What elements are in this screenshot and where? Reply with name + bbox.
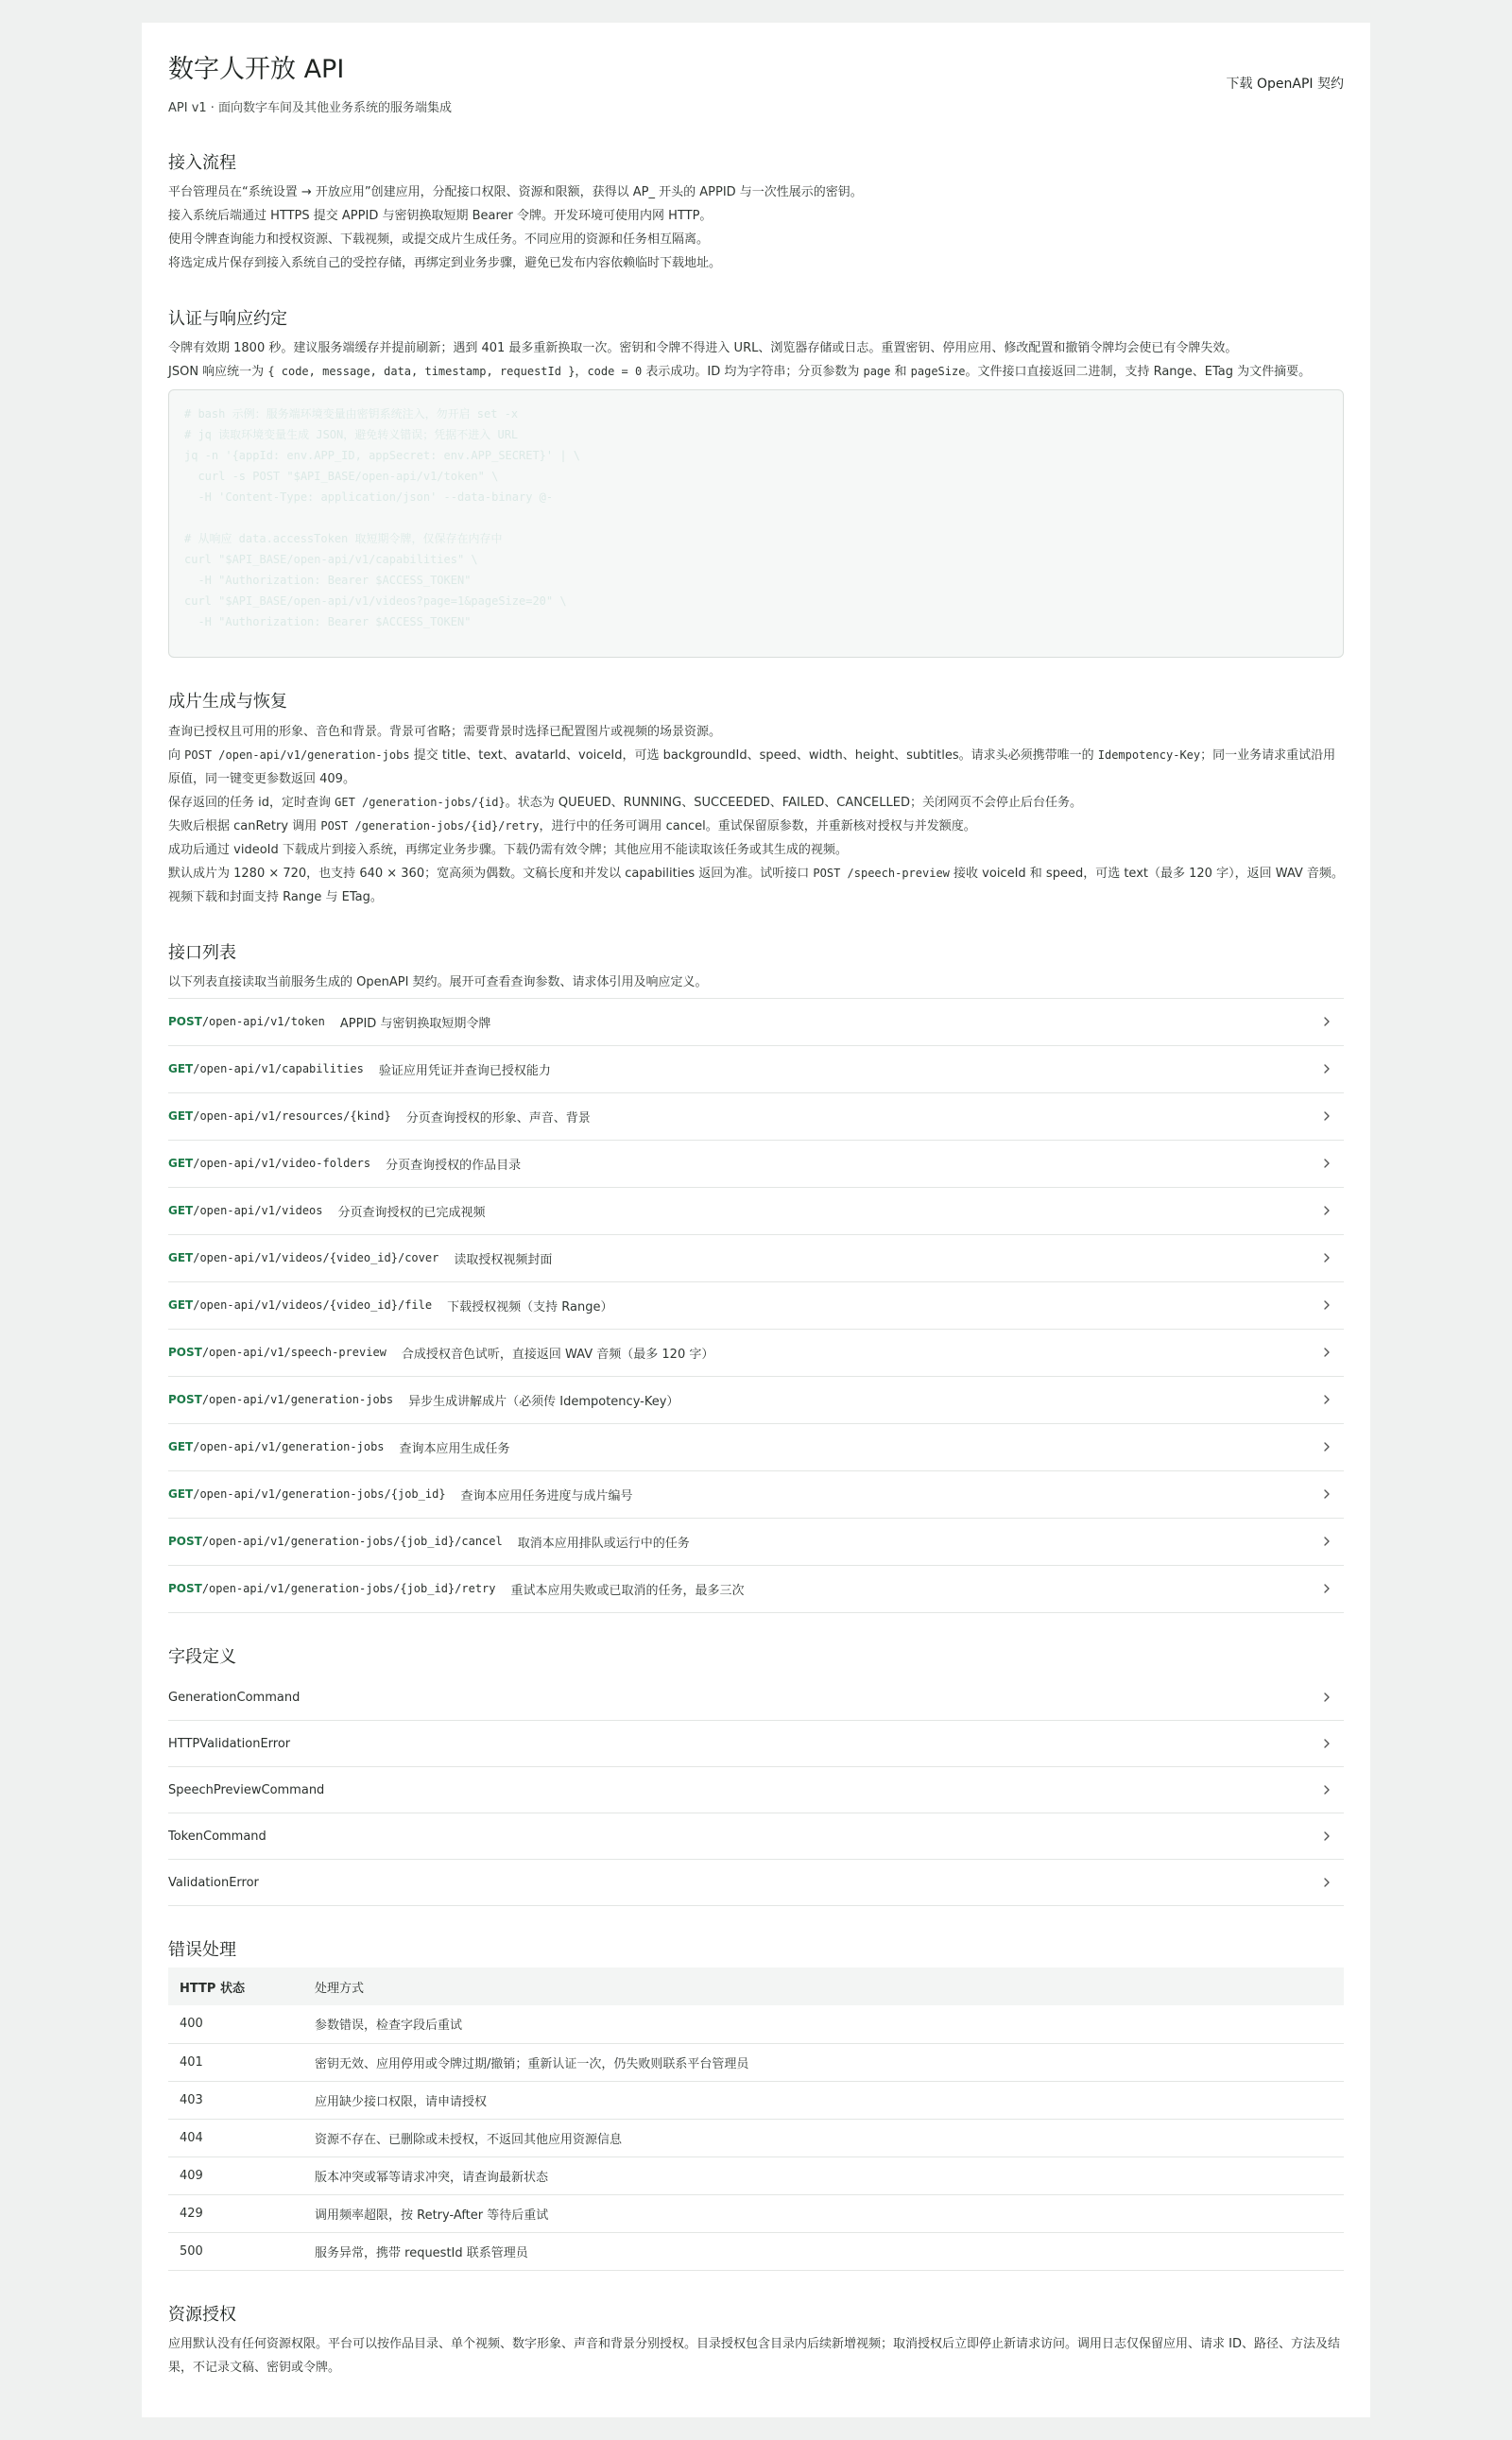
endpoint-method: GET — [168, 1062, 194, 1076]
table-row — [168, 2232, 1344, 2270]
error-status-code: 403 — [168, 2081, 303, 2119]
inline-code: POST /speech-preview — [813, 866, 950, 880]
errors-heading: 错误处理 — [168, 1940, 236, 1961]
auth-token-paragraph: 令牌有效期 1800 秒。建议服务端缓存并提前刷新；遇到 401 最多重新换取一次。密钥和令牌不得进入 URL、浏览器存储或日志。重置密钥、停用应用、修改配置和撤销令牌均会使已有令牌失效。 — [168, 341, 1238, 356]
endpoint-path: /open-api/v1/token — [201, 1015, 325, 1029]
field-name: SpeechPreviewCommand — [168, 1782, 325, 1797]
chevron-right-icon — [1319, 1875, 1334, 1890]
error-handling: 服务异常，携带 requestId 联系管理员 — [303, 2232, 1344, 2270]
endpoint-row[interactable] — [168, 1377, 1344, 1424]
generation-heading: 成片生成与恢复 — [168, 692, 287, 713]
text-run: ，进行中的任务可调用 cancel。重试保留原参数，并重新核对授权与并发额度。 — [539, 818, 976, 833]
onboarding-step: 将选定成片保存到接入系统自己的受控存储，再绑定到业务步骤，避免已发布内容依赖临时下载地址。 — [168, 256, 722, 271]
chevron-right-icon — [1319, 1392, 1334, 1407]
endpoint-row[interactable] — [168, 1424, 1344, 1471]
inline-code: { code, message, data, timestamp, requestId } — [267, 365, 576, 379]
error-handling: 资源不存在、已删除或未授权，不返回其他应用资源信息 — [303, 2119, 1344, 2156]
endpoint-row[interactable] — [168, 1471, 1344, 1519]
chevron-right-icon — [1319, 1736, 1334, 1751]
generation-step — [168, 791, 1344, 815]
code-line: -H "Authorization: Bearer $ACCESS_TOKEN" — [184, 574, 472, 588]
field-name: GenerationCommand — [168, 1690, 301, 1705]
table-row — [168, 2081, 1344, 2119]
endpoint-description: 验证应用凭证并查询已授权能力 — [378, 1063, 551, 1078]
endpoint-path: /open-api/v1/generation-jobs — [193, 1440, 385, 1454]
text-run: 默认成片为 1280 × 720，也支持 640 × 360；宽高须为偶数。文稿长度和并发以 capabilities 返回为准。试听接口 — [168, 866, 814, 881]
endpoint-path: /open-api/v1/generation-jobs/{job_id} — [193, 1487, 446, 1502]
endpoint-row[interactable] — [168, 1235, 1344, 1282]
chevron-right-icon — [1319, 1782, 1334, 1797]
endpoint-method: GET — [168, 1157, 194, 1171]
onboarding-step: 接入系统后端通过 HTTPS 提交 APPID 与密钥换取短期 Bearer 令牌。开发环境可使用内网 HTTP。 — [168, 209, 713, 224]
endpoint-description: 读取授权视频封面 — [454, 1252, 553, 1267]
onboarding-section — [168, 151, 1344, 275]
header-text — [168, 53, 452, 115]
endpoint-method: GET — [168, 1251, 194, 1265]
col-status-header: HTTP 状态 — [168, 1967, 303, 2005]
chevron-right-icon — [1319, 1581, 1334, 1596]
endpoint-path: /open-api/v1/video-folders — [193, 1157, 371, 1171]
code-line: -H 'Content-Type: application/json' --data-binary @- — [184, 490, 554, 505]
code-example-block[interactable] — [168, 389, 1344, 658]
error-table-body — [168, 2005, 1344, 2270]
chevron-right-icon — [1319, 1486, 1334, 1502]
text-run: ；同一业务请求重试沿用原值，同一键变更参数返回 409。 — [168, 747, 1336, 786]
text-run: JSON 响应统一为 — [168, 365, 268, 380]
code-line: curl -s POST "$API_BASE/open-api/v1/token" \ — [184, 470, 499, 484]
code-line: jq -n '{appId: env.APP_ID, appSecret: env.APP_SECRET}' | \ — [184, 449, 581, 463]
endpoint-method: POST — [168, 1582, 202, 1596]
table-row — [168, 2005, 1344, 2043]
error-handling: 版本冲突或幂等请求冲突，请查询最新状态 — [303, 2156, 1344, 2194]
endpoint-path: /open-api/v1/generation-jobs/{job_id}/retry — [201, 1582, 496, 1596]
endpoint-row[interactable] — [168, 1566, 1344, 1613]
inline-code: GET /generation-jobs/{id} — [335, 795, 506, 809]
endpoint-method: GET — [168, 1487, 194, 1502]
field-row[interactable] — [168, 1860, 1344, 1906]
inline-code: POST /generation-jobs/{id}/retry — [320, 818, 540, 833]
code-line: curl "$API_BASE/open-api/v1/capabilities" \ — [184, 553, 478, 567]
text-run: ， — [575, 365, 588, 380]
endpoint-path: /open-api/v1/generation-jobs — [201, 1393, 394, 1407]
endpoint-description: 下载授权视频（支持 Range） — [447, 1299, 613, 1315]
table-row — [168, 2119, 1344, 2156]
onboarding-step: 使用令牌查询能力和授权资源、下载视频，或提交成片生成任务。不同应用的资源和任务相互隔离。 — [168, 232, 710, 248]
resources-text: 应用默认没有任何资源权限。平台可以按作品目录、单个视频、数字形象、声音和背景分别授权。目录授权包含目录内后续新增视频；取消授权后立即停止新请求访问。调用日志仅保留应用、请求 ID、路径、方法及结果，不记录文稿、密钥或令牌。 — [168, 2336, 1340, 2375]
endpoint-path: /open-api/v1/speech-preview — [201, 1346, 387, 1360]
chevron-right-icon — [1319, 1345, 1334, 1360]
error-table — [168, 1967, 1344, 2271]
endpoint-path: /open-api/v1/videos/{video_id}/cover — [193, 1251, 439, 1265]
code-line: # 从响应 data.accessToken 取短期令牌，仅保存在内存中 — [184, 532, 503, 546]
text-run: 。文件接口直接返回二进制，支持 Range、ETag 为文件摘要。 — [965, 365, 1312, 380]
endpoint-list — [168, 998, 1344, 1613]
auth-response-paragraph — [168, 360, 1344, 384]
endpoint-method: GET — [168, 1298, 194, 1313]
error-status-code: 500 — [168, 2232, 303, 2270]
endpoint-method: POST — [168, 1015, 202, 1029]
endpoint-method: GET — [168, 1440, 194, 1454]
inline-code: POST /open-api/v1/generation-jobs — [184, 747, 410, 762]
endpoint-description: 异步生成讲解成片（必须传 Idempotency-Key） — [408, 1394, 679, 1409]
chevron-right-icon — [1319, 1250, 1334, 1265]
chevron-right-icon — [1319, 1203, 1334, 1218]
table-row — [168, 2194, 1344, 2232]
chevron-right-icon — [1319, 1534, 1334, 1549]
endpoint-row[interactable] — [168, 1188, 1344, 1235]
text-run: 失败后根据 canRetry 调用 — [168, 818, 321, 833]
error-handling: 应用缺少接口权限，请申请授权 — [303, 2081, 1344, 2119]
endpoints-intro: 以下列表直接读取当前服务生成的 OpenAPI 契约。展开可查看查询参数、请求体引用及响应定义。 — [168, 974, 708, 989]
chevron-right-icon — [1319, 1061, 1334, 1076]
chevron-right-icon — [1319, 1014, 1334, 1029]
text-run: 向 — [168, 747, 185, 763]
endpoint-row[interactable] — [168, 1046, 1344, 1093]
resources-section — [168, 2303, 1344, 2380]
auth-heading: 认证与响应约定 — [168, 309, 287, 330]
endpoint-description: APPID 与密钥换取短期令牌 — [339, 1016, 491, 1031]
endpoint-description: 查询本应用任务进度与成片编号 — [460, 1488, 633, 1504]
error-status-code: 429 — [168, 2194, 303, 2232]
error-table-header — [168, 1967, 1344, 2005]
table-row — [168, 2043, 1344, 2081]
error-status-code: 400 — [168, 2005, 303, 2043]
errors-section — [168, 1938, 1344, 2271]
download-openapi-link[interactable]: 下载 OpenAPI 契约 — [1226, 77, 1344, 92]
endpoint-row[interactable] — [168, 1141, 1344, 1188]
col-handling-header: 处理方式 — [303, 1967, 1344, 2005]
error-status-code: 401 — [168, 2043, 303, 2081]
endpoint-path: /open-api/v1/capabilities — [193, 1062, 364, 1076]
field-name: TokenCommand — [168, 1829, 266, 1844]
endpoint-path: /open-api/v1/resources/{kind} — [193, 1109, 391, 1124]
endpoint-description: 合成授权音色试听，直接返回 WAV 音频（最多 120 字） — [401, 1347, 714, 1362]
onboarding-heading: 接入流程 — [168, 153, 236, 174]
code-line: curl "$API_BASE/open-api/v1/videos?page=1&pageSize=20" \ — [184, 594, 567, 609]
page-title: 数字人开放 API — [168, 55, 345, 84]
text-run: 接收 voiceId 和 speed，可选 text（最多 120 字），返回 WAV 音频。视频下载和封面支持 Range 与 ETag。 — [168, 866, 1344, 904]
text-run: 保存返回的任务 id，定时查询 — [168, 795, 335, 810]
endpoint-description: 查询本应用生成任务 — [399, 1441, 510, 1456]
resources-heading: 资源授权 — [168, 2304, 236, 2325]
field-row[interactable] — [168, 1813, 1344, 1860]
inline-code: code = 0 — [587, 365, 643, 379]
endpoint-description: 分页查询授权的作品目录 — [386, 1158, 522, 1173]
inline-code: page — [863, 365, 891, 379]
code-line — [184, 507, 1328, 528]
inline-code: Idempotency-Key — [1097, 747, 1201, 762]
endpoint-path: /open-api/v1/videos/{video_id}/file — [193, 1298, 433, 1313]
endpoint-method: POST — [168, 1535, 202, 1549]
endpoint-description: 分页查询授权的已完成视频 — [337, 1205, 486, 1220]
generation-section — [168, 690, 1344, 908]
endpoints-section — [168, 941, 1344, 1613]
text-run: 表示成功。ID 均为字符串；分页参数为 — [642, 365, 864, 380]
generation-step — [168, 862, 1344, 909]
endpoint-row[interactable] — [168, 1282, 1344, 1330]
endpoint-method: GET — [168, 1109, 194, 1124]
chevron-right-icon — [1319, 1439, 1334, 1454]
endpoint-method: GET — [168, 1204, 194, 1218]
generation-step: 成功后通过 videoId 下载成片到接入系统，再绑定业务步骤。下载仍需有效令牌；其他应用不能读取该任务或其生成的视频。 — [168, 842, 848, 857]
endpoint-description: 分页查询授权的形象、声音、背景 — [405, 1110, 591, 1125]
endpoint-row[interactable] — [168, 1330, 1344, 1377]
fields-heading: 字段定义 — [168, 1646, 236, 1667]
generation-step — [168, 744, 1344, 791]
endpoint-path: /open-api/v1/videos — [193, 1204, 323, 1218]
field-row[interactable] — [168, 1675, 1344, 1721]
field-list — [168, 1675, 1344, 1906]
auth-section — [168, 307, 1344, 658]
field-name: ValidationError — [168, 1875, 259, 1890]
chevron-right-icon — [1319, 1156, 1334, 1171]
field-row[interactable] — [168, 1767, 1344, 1813]
error-handling: 参数错误，检查字段后重试 — [303, 2005, 1344, 2043]
endpoint-row[interactable] — [168, 1519, 1344, 1566]
page-container — [142, 23, 1370, 2417]
generation-step — [168, 815, 1344, 838]
text-run: 。状态为 QUEUED、RUNNING、SUCCEEDED、FAILED、CANCELLED；关闭网页不会停止后台任务。 — [505, 795, 1082, 810]
endpoint-method: POST — [168, 1346, 202, 1360]
endpoint-description: 重试本应用失败或已取消的任务，最多三次 — [510, 1583, 745, 1598]
code-line: # jq 读取环境变量生成 JSON，避免转义错误；凭据不进入 URL — [184, 428, 519, 442]
error-handling: 密钥无效、应用停用或令牌过期/撤销；重新认证一次，仍失败则联系平台管理员 — [303, 2043, 1344, 2081]
endpoint-method: POST — [168, 1393, 202, 1407]
table-row — [168, 2156, 1344, 2194]
chevron-right-icon — [1319, 1690, 1334, 1705]
chevron-right-icon — [1319, 1297, 1334, 1313]
chevron-right-icon — [1319, 1829, 1334, 1844]
field-name: HTTPValidationError — [168, 1736, 291, 1751]
inline-code: pageSize — [910, 365, 966, 379]
endpoints-heading: 接口列表 — [168, 942, 236, 963]
endpoint-description: 取消本应用排队或运行中的任务 — [517, 1536, 690, 1551]
error-status-code: 404 — [168, 2119, 303, 2156]
text-run: 和 — [890, 365, 911, 380]
page-subtitle: API v1 · 面向数字车间及其他业务系统的服务端集成 — [168, 101, 453, 116]
fields-section — [168, 1645, 1344, 1906]
error-handling: 调用频率超限，按 Retry-After 等待后重试 — [303, 2194, 1344, 2232]
page-header — [168, 53, 1344, 115]
code-line: -H "Authorization: Bearer $ACCESS_TOKEN" — [184, 615, 472, 629]
generation-step: 查询已授权且可用的形象、音色和背景。背景可省略；需要背景时选择已配置图片或视频的场景资源。 — [168, 724, 722, 739]
endpoint-row[interactable] — [168, 999, 1344, 1046]
chevron-right-icon — [1319, 1108, 1334, 1124]
text-run: 提交 title、text、avatarId、voiceId，可选 backgroundId、speed、width、height、subtitles。请求头必须携带唯一的 — [409, 747, 1098, 763]
onboarding-step: 平台管理员在“系统设置 → 开放应用”创建应用，分配接口权限、资源和限额，获得以 AP_ 开头的 APPID 与一次性展示的密钥。 — [168, 185, 863, 200]
endpoint-row[interactable] — [168, 1093, 1344, 1141]
field-row[interactable] — [168, 1721, 1344, 1767]
code-line: # bash 示例：服务端环境变量由密钥系统注入，勿开启 set -x — [184, 407, 519, 421]
endpoint-path: /open-api/v1/generation-jobs/{job_id}/cancel — [201, 1535, 503, 1549]
error-status-code: 409 — [168, 2156, 303, 2194]
